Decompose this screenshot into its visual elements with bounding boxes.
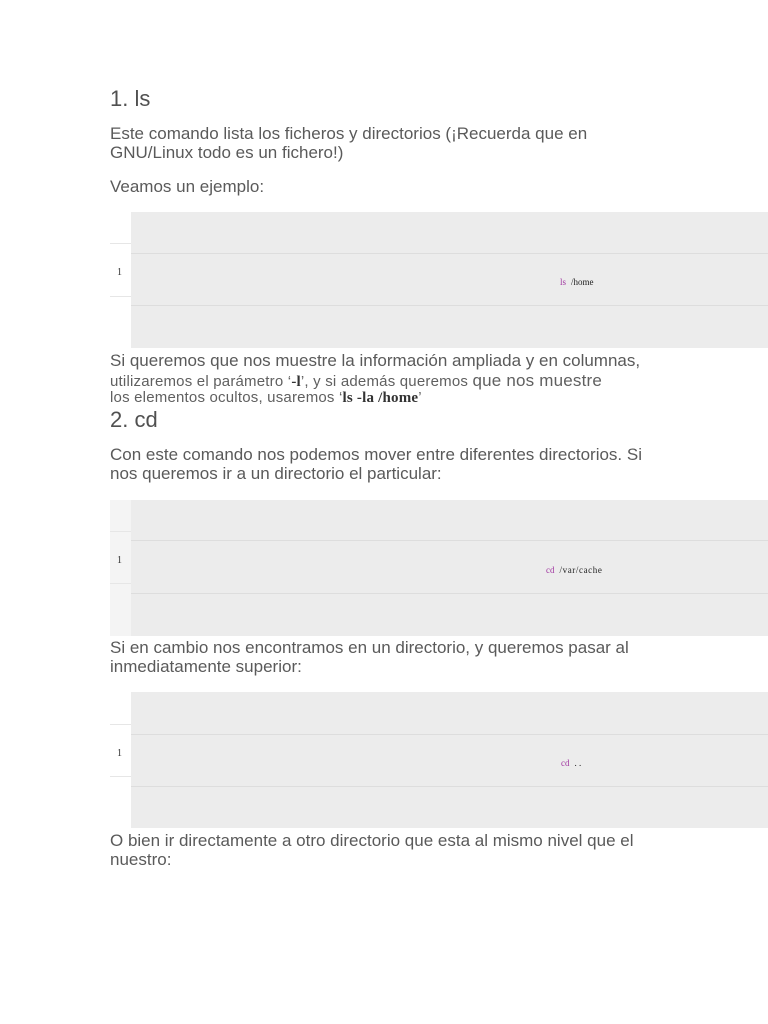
text-span: que nos muestre	[472, 371, 603, 390]
code-argument: /var/cache	[559, 565, 603, 575]
line-number: 1	[117, 555, 122, 566]
code-area	[131, 500, 768, 636]
example-intro: Veamos un ejemplo:	[110, 177, 265, 196]
section-1-paragraph	[110, 124, 587, 162]
after-code-line-3	[110, 389, 422, 407]
parameter-l: -l	[291, 374, 301, 390]
line-gutter	[110, 500, 131, 636]
code-block-cd-var-cache	[110, 500, 768, 636]
paragraph-line: Con este comando nos podemos mover entre diferentes directorios. Si	[110, 445, 642, 464]
gutter-divider	[110, 531, 131, 532]
gutter-divider	[110, 724, 131, 725]
text-span: los elementos ocultos, usaremos ‘	[110, 389, 343, 406]
paragraph-line: inmediatamente superior:	[110, 657, 302, 676]
code-command	[560, 277, 594, 287]
line-number: 1	[117, 748, 122, 759]
code-divider	[131, 540, 768, 541]
section-2-paragraph	[110, 445, 642, 483]
code-block-cd-up	[110, 692, 768, 828]
command-ls-la-home: ls -la /home	[342, 390, 419, 406]
section-2-paragraph-3	[110, 831, 633, 869]
after-code-line-2	[110, 371, 602, 391]
paragraph-line: Este comando lista los ficheros y directorios (¡Recuerda que en	[110, 124, 588, 143]
text-span: ’	[418, 389, 422, 406]
text-span: utilizaremos el parámetro ‘	[110, 373, 292, 390]
section-2-paragraph-2	[110, 638, 629, 676]
text-span: ’, y si además queremos	[300, 373, 473, 390]
section-2-heading: 2. cd	[110, 407, 158, 432]
gutter-divider	[110, 296, 131, 297]
code-command	[561, 758, 581, 768]
gutter-divider	[110, 776, 131, 777]
code-argument: . .	[574, 758, 582, 768]
code-keyword: cd	[546, 565, 555, 575]
code-divider	[131, 305, 768, 306]
code-divider	[131, 593, 768, 594]
code-keyword: cd	[561, 758, 570, 768]
line-gutter	[110, 212, 131, 348]
code-area	[131, 212, 768, 348]
code-divider	[131, 786, 768, 787]
paragraph-line: O bien ir directamente a otro directorio que esta al mismo nivel que el	[110, 831, 634, 850]
paragraph-line: GNU/Linux todo es un fichero!)	[110, 143, 344, 162]
line-gutter	[110, 692, 131, 828]
code-divider	[131, 734, 768, 735]
after-code-line-1: Si queremos que nos muestre la información ampliada y en columnas,	[110, 351, 641, 370]
paragraph-line: nuestro:	[110, 850, 172, 869]
code-command	[546, 565, 602, 575]
code-keyword: ls	[560, 277, 567, 287]
gutter-divider	[110, 583, 131, 584]
paragraph-line: Si en cambio nos encontramos en un directorio, y queremos pasar al	[110, 638, 629, 657]
code-argument: /home	[571, 277, 594, 287]
section-1-heading: 1. ls	[110, 86, 151, 111]
line-number: 1	[117, 267, 122, 278]
code-divider	[131, 253, 768, 254]
code-area	[131, 692, 768, 828]
gutter-divider	[110, 243, 131, 244]
paragraph-line: nos queremos ir a un directorio el particular:	[110, 464, 442, 483]
code-block-ls	[110, 212, 768, 348]
